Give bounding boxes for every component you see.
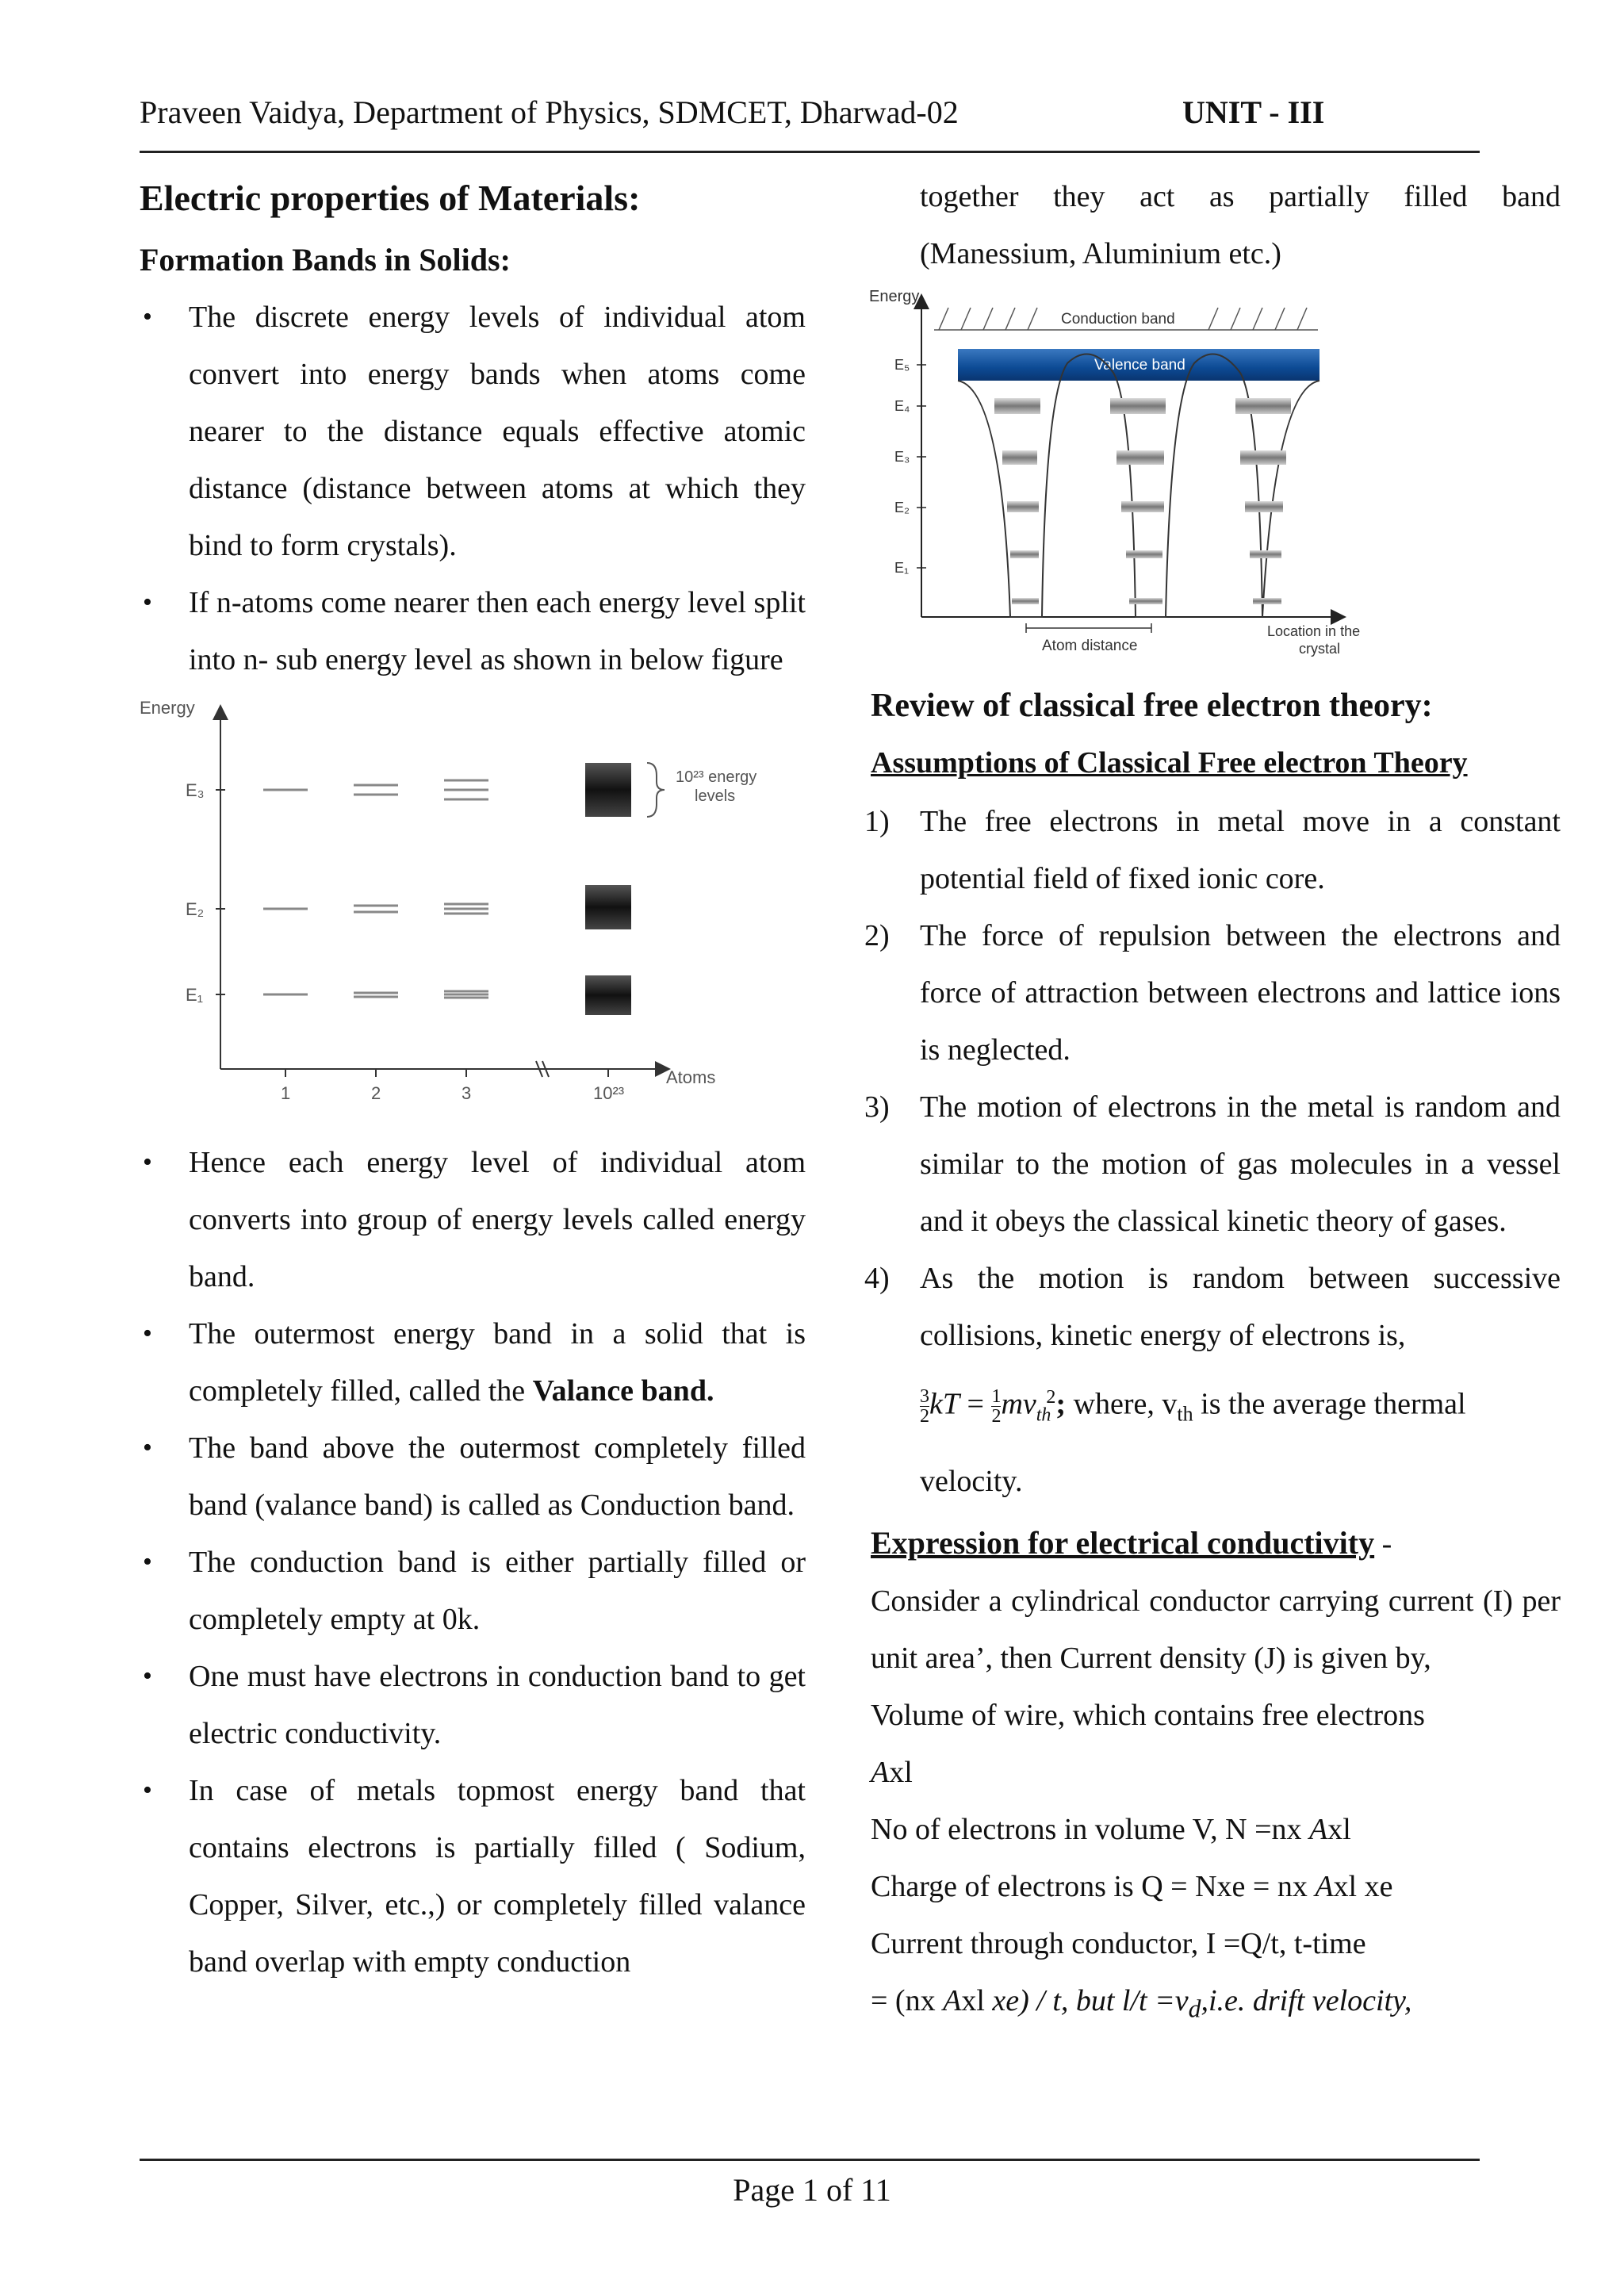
- equation-line: Axl: [871, 1756, 913, 1790]
- list-item: • The discrete energy levels of individual atom convert into energy bands when atoms come nearer to the distance equals effective atomic distance (distance between atoms at which they bind to form crystals).: [140, 289, 806, 574]
- assumptions-title: Assumptions of Classical Free electron Theory: [871, 746, 1468, 780]
- equation-line: Current through conductor, I =Q/t, t-time: [871, 1927, 1366, 1961]
- subsection-title: Formation Bands in Solids:: [140, 242, 511, 278]
- expression-heading: Expression for electrical conductivity -: [871, 1525, 1392, 1561]
- fig2-level: E₃: [894, 449, 910, 465]
- header-rule: [140, 151, 1480, 153]
- fig2-level: E₂: [894, 500, 910, 515]
- list-item: • The outermost energy band in a solid that is completely filled, called the Valance band.: [140, 1305, 806, 1420]
- fig1-level-e3: E₃: [186, 780, 205, 800]
- list-item: • If n-atoms come nearer then each energy level split into n- sub energy level as shown in below figure: [140, 574, 806, 688]
- continuation-text: together they act as partially filled band (Manessium, Aluminium etc.): [920, 180, 1561, 270]
- equation-line: Charge of electrons is Q = Nxe = nx Axl xe: [871, 1870, 1393, 1904]
- fig2-valence-label: Valence band: [1094, 357, 1185, 374]
- bullet-list-a: [140, 289, 806, 688]
- fig2-conduction-label: Conduction band: [1061, 311, 1175, 328]
- kinetic-energy-equation: $\frac{3}{2}$ kT = $\frac{1}{2}$ $mv_{th}^2$; where, $v_{th}$ is the average thermal velocity.: [920, 1386, 1466, 1499]
- assumptions-list: [864, 793, 1561, 1364]
- fig1-xtick: 1: [281, 1083, 291, 1103]
- fig1-level-e1: E₁: [186, 985, 204, 1005]
- fig2-level: E₄: [894, 398, 910, 414]
- fig1-y-label: Energy: [140, 698, 195, 718]
- fig2-level: E₁: [894, 560, 910, 576]
- energy-levels-figure: [140, 696, 757, 1125]
- list-item: • In case of metals topmost energy band that contains electrons is partially filled ( Sodium, Copper, Silver, etc.,) or completely filled valance band overlap with empty conduction: [140, 1762, 806, 1990]
- fig1-level-e2: E₂: [186, 899, 205, 919]
- fig1-xtick: 3: [462, 1083, 472, 1103]
- fig2-x-label: Location in the: [1267, 623, 1361, 639]
- equation-line: = (nx Axl xe) / t, but $l/t =v_d,i.e$. drift velocity,: [871, 1984, 1412, 2023]
- list-item: 2) The force of repulsion between the electrons and force of attraction between electrons and lattice ions is neglected.: [864, 919, 1561, 1067]
- left-column: [140, 174, 806, 1990]
- header-author: Praveen Vaidya, Department of Physics, SDMCET, Dharwad-02: [140, 94, 959, 130]
- fig1-x-label: Atoms: [666, 1067, 716, 1087]
- header-unit: UNIT - III: [1182, 94, 1325, 130]
- equation-line: No of electrons in volume V, N =nx Axl: [871, 1813, 1351, 1847]
- paragraph: Volume of wire, which contains free electrons: [871, 1699, 1425, 1733]
- list-item: • The band above the outermost completely filled band (valance band) is called as Conduction band.: [140, 1420, 806, 1534]
- fig1-annotation-levels: levels: [695, 787, 736, 805]
- list-item: • One must have electrons in conduction band to get electric conductivity.: [140, 1648, 806, 1762]
- list-item: • Hence each energy level of individual atom converts into group of energy levels called energy band.: [140, 1134, 806, 1305]
- list-item: 3) The motion of electrons in the metal is random and similar to the motion of gas molecules in a vessel and it obeys the classical kinetic theory of gases.: [864, 1090, 1561, 1238]
- fig2-level: E₅: [894, 357, 910, 373]
- fig1-xtick: 2: [371, 1083, 381, 1103]
- list-item: • The conduction band is either partially filled or completely empty at 0k.: [140, 1534, 806, 1648]
- list-item: 1) The free electrons in metal move in a constant potential field of fixed ionic core.: [864, 805, 1561, 895]
- fig2-x-label-crystal: crystal: [1299, 641, 1341, 657]
- page-number: Page 1 of 11: [733, 2172, 891, 2208]
- right-column: [864, 174, 1561, 2038]
- paragraph: Consider a cylindrical conductor carrying current (I) per unit area’, then Current density (J) is given by,: [871, 1584, 1561, 1676]
- section-title: Electric properties of Materials:: [140, 178, 641, 218]
- fig1-annotation: 10²³ energy: [676, 768, 757, 786]
- review-title: Review of classical free electron theory:: [871, 688, 1433, 724]
- valance-band-term: Valance band.: [532, 1374, 714, 1408]
- fig2-y-label: Energy: [869, 288, 920, 305]
- band-formation-figure: [863, 285, 1418, 674]
- fig1-xtick: 10²³: [593, 1083, 625, 1103]
- fig2-atom-distance: Atom distance: [1042, 638, 1138, 654]
- footer-rule: [140, 2159, 1480, 2161]
- list-item: 4) As the motion is random between successive collisions, kinetic energy of electrons is,: [864, 1262, 1561, 1352]
- bullet-list-b: [140, 1134, 806, 1990]
